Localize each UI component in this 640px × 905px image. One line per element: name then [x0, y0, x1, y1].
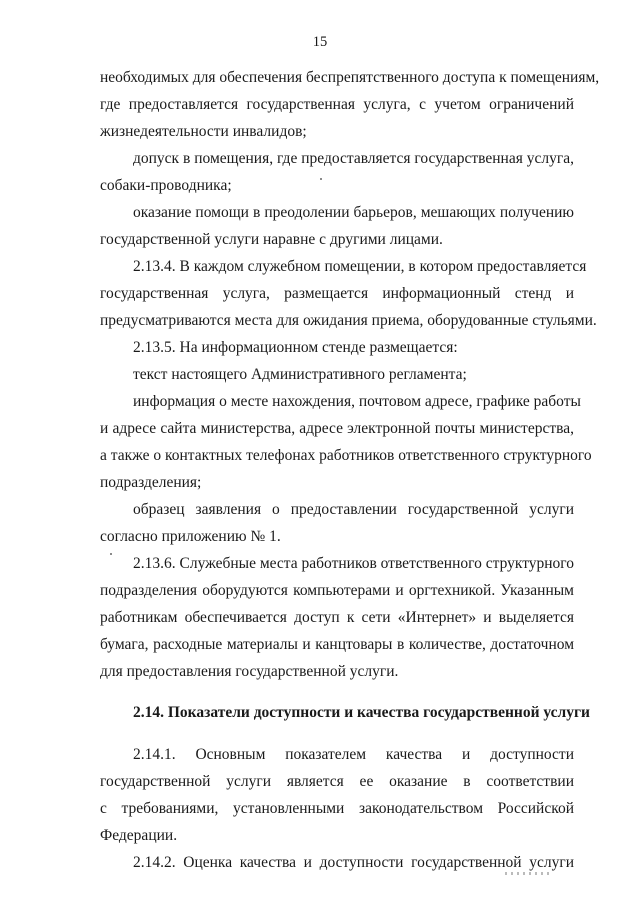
page-number: 15 [312, 34, 328, 50]
text-line: бумага, расходные материалы и канцтовары в количестве, достаточном [100, 636, 574, 653]
text-line: для предоставления государственной услуги. [100, 663, 399, 680]
text-line: Федерации. [100, 827, 178, 844]
text-line: подразделения оборудуются компьютерами и оргтехникой. Указанным [100, 582, 574, 599]
text-line: допуск в помещения, где предоставляется государственная услуга, [133, 150, 574, 167]
scan-speck [110, 553, 112, 555]
text-line: образец заявления о предоставлении государственной услуги [133, 501, 574, 518]
scan-smudge [505, 872, 551, 875]
text-line: работникам обеспечивается доступ к сети «Интернет» и выделяется [100, 609, 574, 626]
text-line: жизнедеятельности инвалидов; [100, 123, 307, 140]
text-line: необходимых для обеспечения беспрепятственного доступа к помещениям, [100, 69, 600, 86]
text-line: где предоставляется государственная услуга, с учетом ограничений [100, 96, 574, 113]
text-line: 2.14.1. Основным показателем качества и доступности [133, 746, 574, 763]
text-line: государственной услуги наравне с другими лицами. [100, 231, 443, 248]
text-line: государственной услуги является ее оказание в соответствии [100, 773, 574, 790]
text-line: подразделения; [100, 474, 202, 491]
text-line: государственная услуга, размещается информационный стенд и [100, 285, 574, 302]
text-line: текст настоящего Административного регламента; [133, 366, 467, 383]
text-line: 2.14.2. Оценка качества и доступности государственной услуги [133, 854, 574, 871]
text-line: собаки-проводника; [100, 177, 232, 194]
text-line: а также о контактных телефонах работников ответственного структурного [100, 447, 592, 464]
text-line: оказание помощи в преодолении барьеров, мешающих получению [133, 204, 574, 221]
text-line: 2.13.4. В каждом служебном помещении, в котором предоставляется [133, 258, 587, 275]
text-line: информация о месте нахождения, почтовом адресе, графике работы [133, 393, 581, 410]
text-line: и адресе сайта министерства, адресе электронной почты министерства, [100, 420, 574, 437]
text-line: согласно приложению № 1. [100, 528, 281, 545]
text-line: предусматриваются места для ожидания приема, оборудованные стульями. [100, 312, 597, 329]
text-line: с требованиями, установленными законодательством Российской [100, 800, 574, 817]
text-line: 2.13.5. На информационном стенде размещается: [133, 339, 458, 356]
text-line: 2.13.6. Служебные места работников ответственного структурного [133, 555, 575, 572]
section-heading: 2.14. Показатели доступности и качества государственной услуги [133, 704, 590, 721]
scan-speck [320, 178, 322, 180]
